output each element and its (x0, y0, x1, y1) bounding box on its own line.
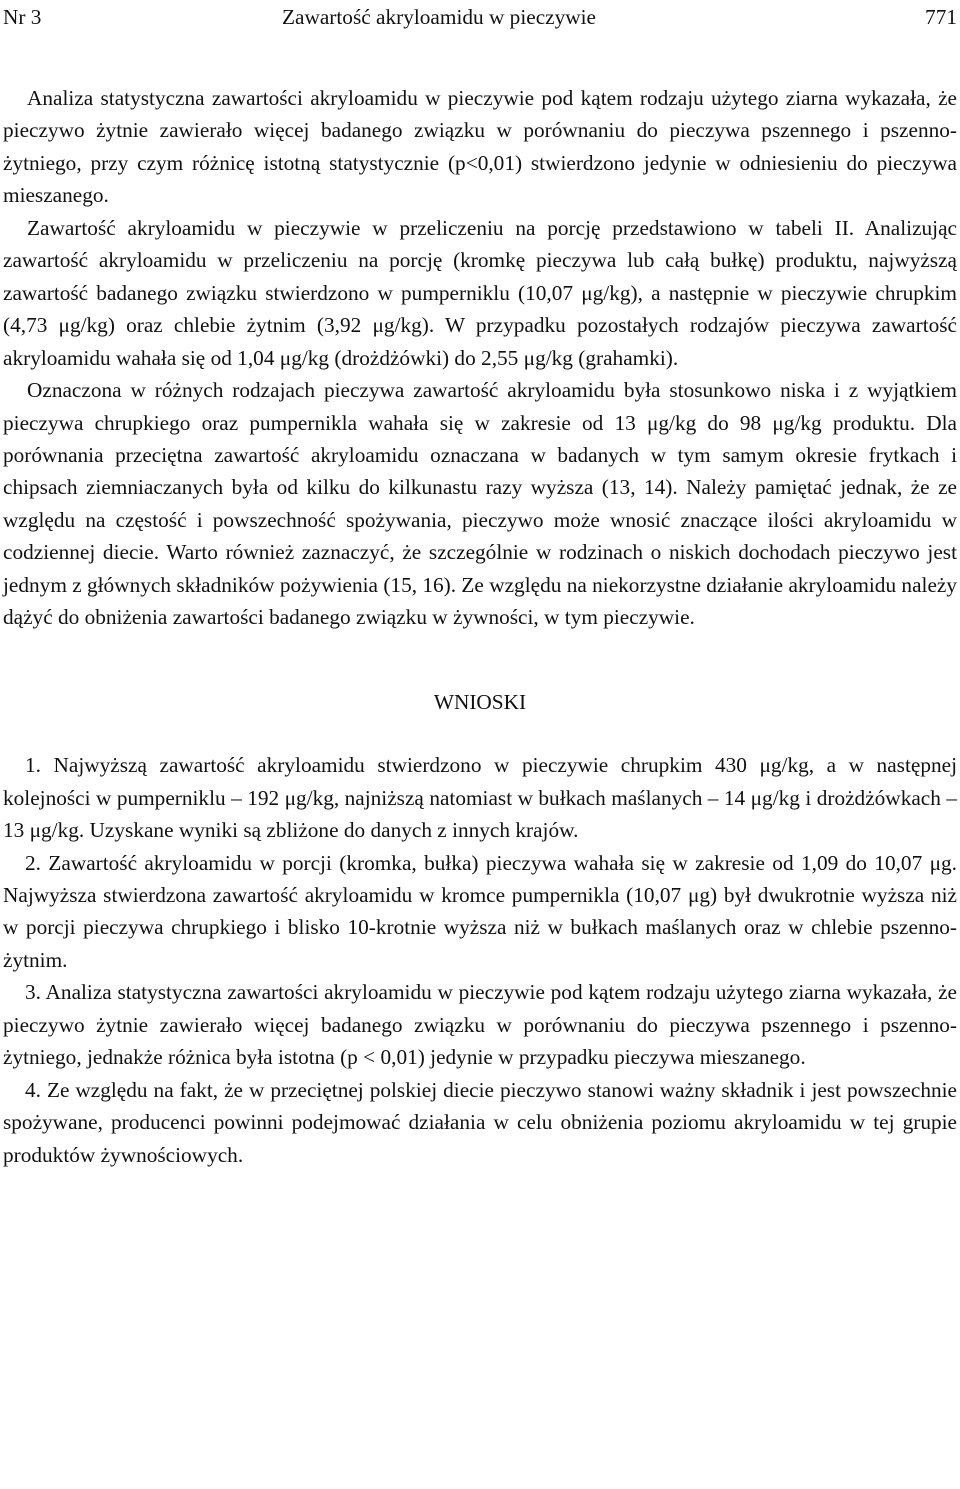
paragraph-statistics: Analiza statystyczna zawartości akryloamidu w pieczywie pod kątem rodzaju użytego ziarna wykazała, że pieczywo żytnie zawierało więcej badanego związku w porównaniu do pieczywa pszennego i pszenno-żytniego, przy czym różnicę istotną statystycznie (p<0,01) stwierdzono jedynie w odniesieniu do pieczywa mieszanego. (3, 86, 957, 208)
conclusion-item: 4. Ze względu na fakt, że w przeciętnej polskiej diecie pieczywo stanowi ważny składnik i jest powszechnie spożywane, producenci powinni podejmować działania w celu obniżenia poziomu akryloamidu w tej grupie produktów żywnościowych. (3, 1077, 957, 1167)
section-heading-conclusions: WNIOSKI (433, 689, 527, 714)
conclusions-list (3, 749, 957, 1171)
issue-number: Nr 3 (3, 5, 42, 29)
paragraph-discussion: Oznaczona w różnych rodzajach pieczywa zawartość akryloamidu była stosunkowo niska i z wyjątkiem pieczywa chrupkiego oraz pumpernikla wahała się w zakresie od 13 μg/kg do 98 μg/kg produktu. Dla porównania przeciętna zawartość akryloamidu oznaczana w badanych w tym samym okresie frytkach i chipsach ziemniaczanych była od kilku do kilkunastu razy wyższa (13, 14). Należy pamiętać jednak, że ze względu na częstość i powszechność spożywania, pieczywo może wnosić znaczące ilości akryloamidu w codziennej diecie. Warto również zaznaczyć, że szczególnie w rodzinach o niskich dochodach pieczywo jest jednym z głównych składników pożywienia (15, 16). Ze względu na niekorzystne działanie akryloamidu należy dążyć do obniżenia zawartości badanego związku w żywności, w tym pieczywie. (3, 378, 957, 630)
running-title: Zawartość akryloamidu w pieczywie (282, 5, 597, 29)
running-head (3, 1, 957, 33)
conclusion-item: 1. Najwyższą zawartość akryloamidu stwierdzono w pieczywie chrupkim 430 μg/kg, a w następnej kolejności w pumperniklu – 192 μg/kg, najniższą natomiast w bułkach maślanych – 14 μg/kg i drożdżówkach – 13 μg/kg. Uzyskane wyniki są zbliżone do danych z innych krajów. (3, 753, 957, 843)
page-number: 771 (925, 5, 957, 29)
conclusion-item: 3. Analiza statystyczna zawartości akryloamidu w pieczywie pod kątem rodzaju użytego ziarna wykazała, że pieczywo żytnie zawierało więcej badanego związku w porównaniu do pieczywa pszennego i pszenno-żytniego, jednakże różnica była istotna (p < 0,01) jedynie w przypadku pieczywa mieszanego. (3, 980, 957, 1070)
conclusion-item: 2. Zawartość akryloamidu w porcji (kromka, bułka) pieczywa wahała się w zakresie od 1,09 do 10,07 μg. Najwyższa stwierdzona zawartość akryloamidu w kromce pumpernikla (10,07 μg) był dwukrotnie wyższa niż w porcji pieczywa chrupkiego i blisko 10-krotnie wyższa niż w bułkach maślanych oraz w chlebie pszenno-żytnim. (3, 850, 957, 972)
paragraph-portion: Zawartość akryloamidu w pieczywie w przeliczeniu na porcję przedstawiono w tabeli II. Analizując zawartość akryloamidu w przeliczeniu na porcję (kromkę pieczywa lub całą bułkę) produktu, najwyższą zawartość badanego związku stwierdzono w pumperniklu (10,07 μg/kg), a następnie w pieczywie chrupkim (4,73 μg/kg) oraz chlebie żytnim (3,92 μg/kg). W przypadku pozostałych rodzajów pieczywa zawartość akryloamidu wahała się od 1,04 μg/kg (drożdżówki) do 2,55 μg/kg (grahamki). (3, 215, 957, 370)
page (3, 0, 957, 1171)
body-text (3, 82, 957, 634)
